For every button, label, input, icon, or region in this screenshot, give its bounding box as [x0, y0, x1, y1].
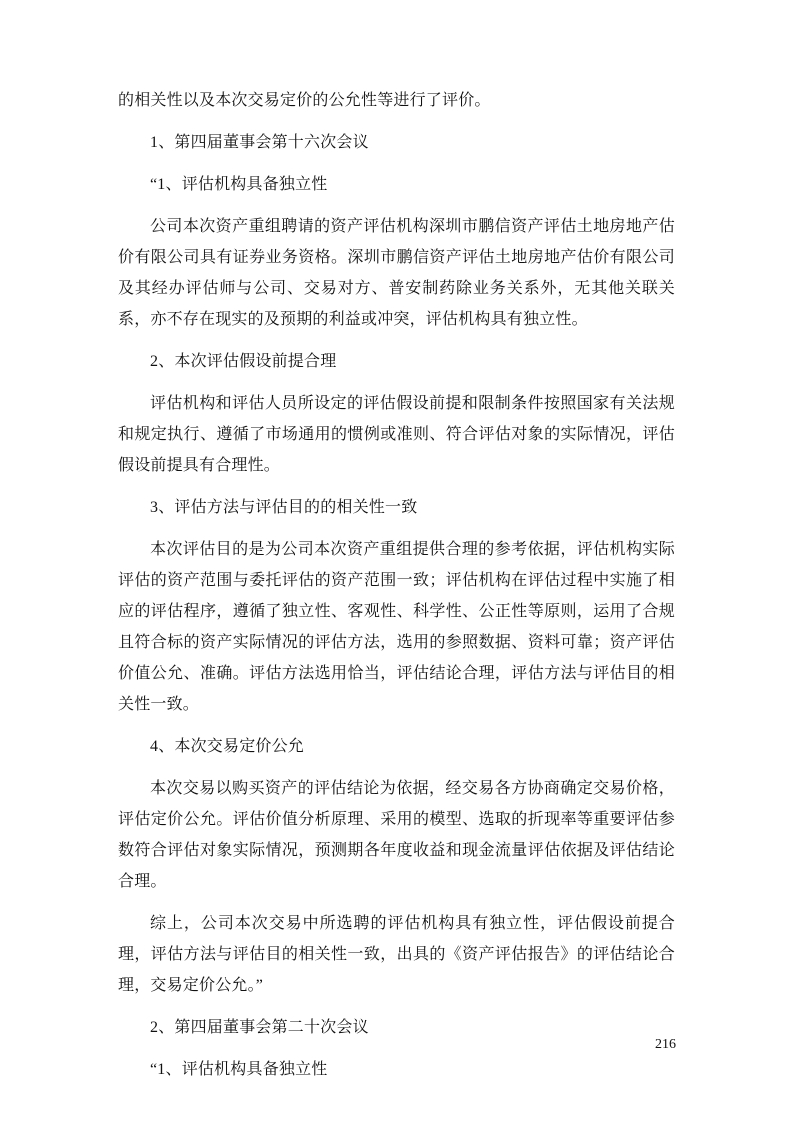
subsection-heading-fair-pricing: 4、本次交易定价公允 — [150, 738, 305, 755]
body-paragraph-method-relevance: 本次评估目的是为公司本次资产重组提供合理的参考依据，评估机构实际评估的资产范围与委托评估的资产范围一致；评估机构在评估过程中实施了相应的评估程序，遵循了独立性、客观性、科学性、公正性等原则，运用了合规且符合标的资产实际情况的评估方法，选用的参照数据、资料可靠；资产评估价值公允、准确。评估方法选用恰当，评估结论合理，评估方法与评估目的相关性一致。 — [118, 541, 675, 713]
paragraph-continuation: 的相关性以及本次交易定价的公允性等进行了评价。 — [118, 92, 491, 109]
subsection-heading-independence-2: “1、评估机构具备独立性 — [150, 1061, 328, 1078]
page-content — [118, 85, 675, 1096]
body-paragraph-summary: 综上，公司本次交易中所选聘的评估机构具有独立性，评估假设前提合理，评估方法与评估目的相关性一致，出具的《资产评估报告》的评估结论合理，交易定价公允。” — [118, 915, 675, 994]
section-heading-board-20th-meeting: 2、第四届董事会第二十次会议 — [150, 1019, 369, 1036]
section-heading-board-16th-meeting: 1、第四届董事会第十六次会议 — [150, 134, 369, 151]
body-paragraph-fair-pricing: 本次交易以购买资产的评估结论为依据，经交易各方协商确定交易价格，评估定价公允。评估价值分析原理、采用的模型、选取的折现率等重要评估参数符合评估对象实际情况，预测期各年度收益和现金流量评估依据及评估结论合理。 — [118, 780, 675, 890]
subsection-heading-assumptions: 2、本次评估假设前提合理 — [150, 353, 337, 370]
body-paragraph-independence: 公司本次资产重组聘请的资产评估机构深圳市鹏信资产评估土地房地产估价有限公司具有证券业务资格。深圳市鹏信资产评估土地房地产估价有限公司及其经办评估师与公司、交易对方、普安制药除业务关系外，无其他关联关系，亦不存在现实的及预期的利益或冲突，评估机构具有独立性。 — [118, 218, 675, 328]
subsection-heading-independence: “1、评估机构具备独立性 — [150, 176, 328, 193]
page-number: 216 — [655, 1037, 676, 1052]
body-paragraph-assumptions: 评估机构和评估人员所设定的评估假设前提和限制条件按照国家有关法规和规定执行、遵循了市场通用的惯例或准则、符合评估对象的实际情况，评估假设前提具有合理性。 — [118, 395, 675, 474]
subsection-heading-method-relevance: 3、评估方法与评估目的的相关性一致 — [150, 499, 418, 516]
